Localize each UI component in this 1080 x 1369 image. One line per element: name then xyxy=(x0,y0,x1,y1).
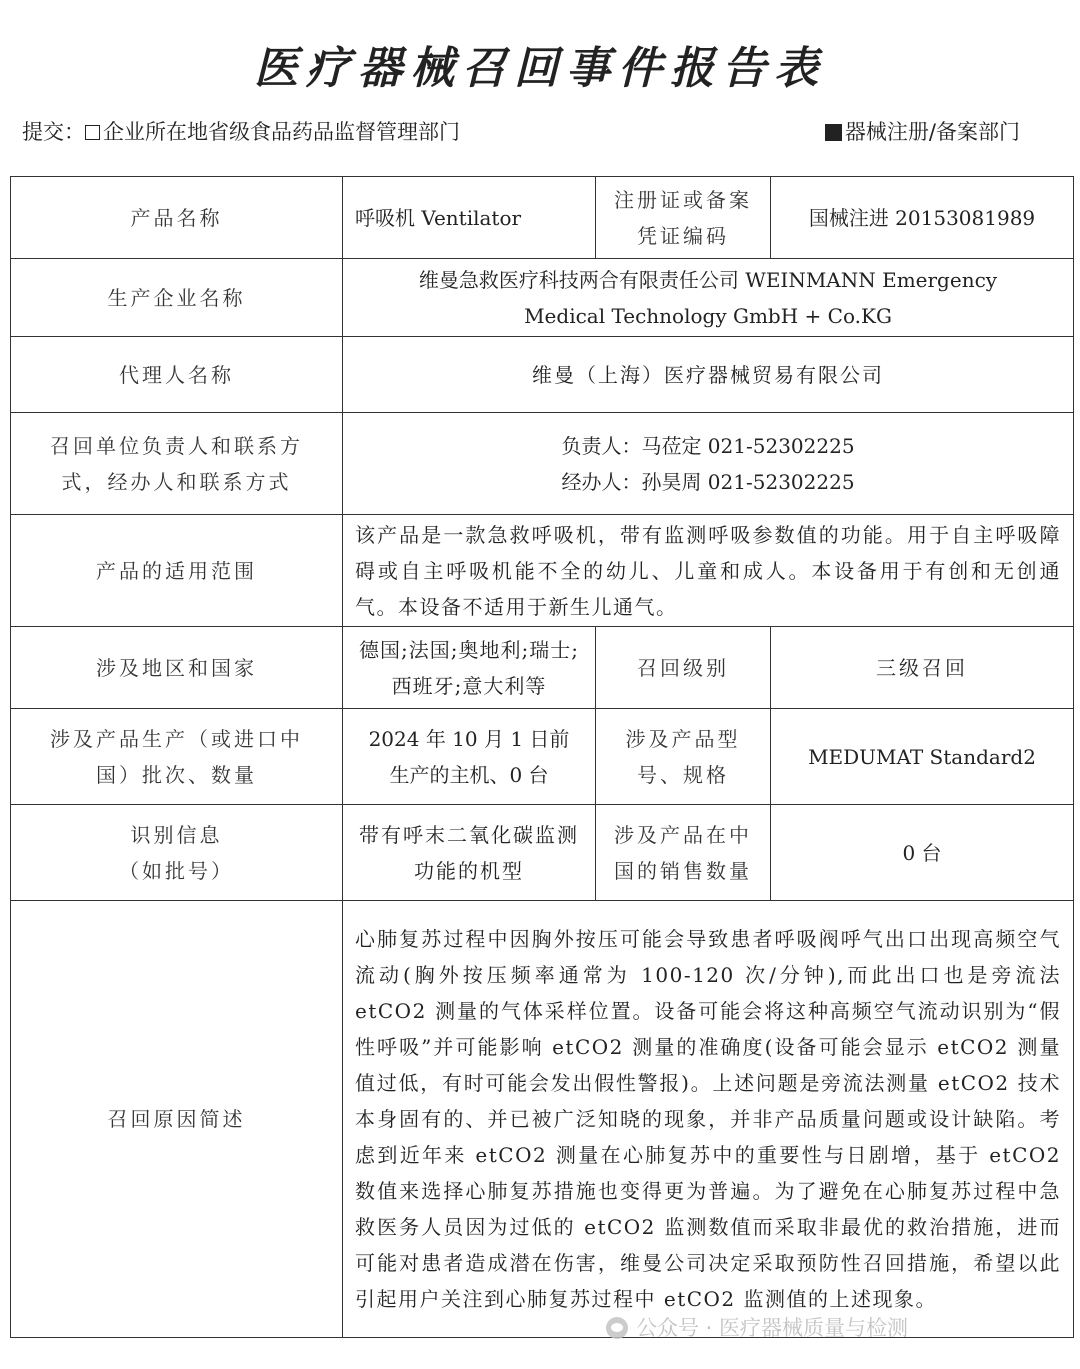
sales-value: 0 台 xyxy=(771,805,1074,901)
checked-box-icon[interactable] xyxy=(825,124,842,141)
agent-label: 代理人名称 xyxy=(11,337,343,413)
table-row xyxy=(11,337,1074,413)
submit-option-province[interactable] xyxy=(22,116,460,146)
scope-label: 产品的适用范围 xyxy=(11,515,343,627)
model-value: MEDUMAT Standard2 xyxy=(771,709,1074,805)
reason-value: 心肺复苏过程中因胸外按压可能会导致患者呼吸阀呼气出口出现高频空气流动(胸外按压频率通常为 100-120 次/分钟),而此出口也是旁流法 etCO2 测量的气体采样位置。设备可能会将这种高频空气流动识别为“假性呼吸”并可能影响 etCO2 测量的准确度(设备可能会显示 etCO2 测量值过低，有时可能会发出假性警报)。上述问题是旁流法测量 etCO2 技术本身固有的、并已被广泛知晓的现象，并非产品质量问题或设计缺陷。考虑到近年来 etCO2 测量在心肺复苏中的重要性与日剧增，基于 etCO2 数值来选择心肺复苏措施也变得更为普遍。为了避免在心肺复苏过程中急救医务人员因为过低的 etCO2 监测数值而采取非最优的救治措施，进而可能对患者造成潜在伤害，维曼公司决定采取预防性召回措施，希望以此引起用户关注到心肺复苏过程中 etCO2 监测值的上述现象。 xyxy=(343,901,1074,1338)
submit-option-province-label: 企业所在地省级食品药品监督管理部门 xyxy=(103,120,460,144)
contact-label: 召回单位负责人和联系方式，经办人和联系方式 xyxy=(11,413,343,515)
region-value: 德国;法国;奥地利;瑞士;西班牙;意大利等 xyxy=(343,627,596,709)
table-row xyxy=(11,177,1074,259)
manufacturer-label: 生产企业名称 xyxy=(11,259,343,337)
wechat-icon xyxy=(606,1317,628,1339)
reg-no-value: 国械注进 20153081989 xyxy=(771,177,1074,259)
unchecked-box-icon[interactable] xyxy=(85,125,100,140)
table-row xyxy=(11,709,1074,805)
id-info-label-line-2: （如批号） xyxy=(119,858,234,883)
region-label: 涉及地区和国家 xyxy=(11,627,343,709)
contact-responsible: 负责人：马莅定 021-52302225 xyxy=(561,433,855,458)
id-info-value: 带有呼末二氧化碳监测功能的机型 xyxy=(343,805,596,901)
level-value: 三级召回 xyxy=(771,627,1074,709)
table-row xyxy=(11,515,1074,627)
watermark-text: 公众号 · 医疗器械质量与检测 xyxy=(636,1316,909,1340)
contact-value xyxy=(343,413,1074,515)
submit-line xyxy=(22,116,1062,150)
model-label: 涉及产品型号、规格 xyxy=(596,709,771,805)
product-name-value: 呼吸机 Ventilator xyxy=(343,177,596,259)
reason-label: 召回原因简述 xyxy=(11,901,343,1338)
manufacturer-value xyxy=(343,259,1074,337)
agent-value: 维曼（上海）医疗器械贸易有限公司 xyxy=(343,337,1074,413)
manufacturer-line-1: 维曼急救医疗科技两合有限责任公司 WEINMANN Emergency xyxy=(418,267,998,292)
sales-label: 涉及产品在中国的销售数量 xyxy=(596,805,771,901)
table-row xyxy=(11,901,1074,1338)
submit-option-registration[interactable] xyxy=(825,116,1020,146)
contact-handler: 经办人：孙昊周 021-52302225 xyxy=(561,469,855,494)
watermark xyxy=(606,1312,1056,1346)
batch-value: 2024 年 10 月 1 日前生产的主机、0 台 xyxy=(343,709,596,805)
reg-no-label: 注册证或备案凭证编码 xyxy=(596,177,771,259)
manufacturer-line-2: Medical Technology GmbH + Co.KG xyxy=(524,303,892,328)
id-info-label xyxy=(11,805,343,901)
id-info-label-line-1: 识别信息 xyxy=(130,822,223,847)
page-title: 医疗器械召回事件报告表 xyxy=(254,43,826,94)
table-row xyxy=(11,805,1074,901)
submit-option-registration-label: 器械注册/备案部门 xyxy=(844,120,1020,144)
table-row xyxy=(11,259,1074,337)
level-label: 召回级别 xyxy=(596,627,771,709)
table-row xyxy=(11,627,1074,709)
table-row xyxy=(11,413,1074,515)
batch-label: 涉及产品生产（或进口中国）批次、数量 xyxy=(11,709,343,805)
submit-label: 提交： xyxy=(22,120,85,144)
recall-report-table xyxy=(10,176,1074,1338)
product-name-label: 产品名称 xyxy=(11,177,343,259)
scope-value: 该产品是一款急救呼吸机，带有监测呼吸参数值的功能。用于自主呼吸障碍或自主呼吸机能不全的幼儿、儿童和成人。本设备用于有创和无创通气。本设备不适用于新生儿通气。 xyxy=(343,515,1074,627)
